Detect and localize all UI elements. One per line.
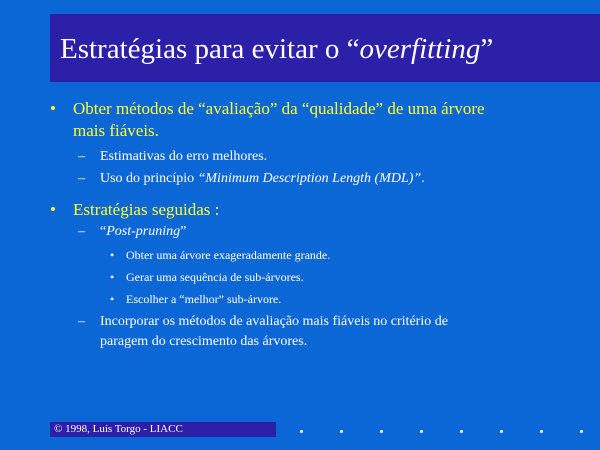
dash-marker: – <box>78 149 85 164</box>
title-italic: overfitting <box>359 33 481 65</box>
dash-marker: – <box>78 314 85 329</box>
bullet-1-text: Obter métodos de “avaliação” da “qualidade” de uma árvore mais fiáveis. <box>73 99 485 140</box>
nav-dot <box>460 430 463 433</box>
dot-marker: • <box>110 270 115 284</box>
nav-dot <box>580 430 583 433</box>
nav-dot <box>540 430 543 433</box>
footer <box>50 422 276 437</box>
dot-marker: • <box>110 248 115 262</box>
dot-marker: • <box>110 292 115 306</box>
dash-marker: – <box>78 171 85 186</box>
bullet-marker: • <box>50 200 56 219</box>
bullet-2-text: Estratégias seguidas : <box>73 200 220 219</box>
dash-marker: – <box>78 224 85 239</box>
bullet-marker: • <box>50 99 56 118</box>
title-suffix: ” <box>480 33 494 65</box>
copyright-text: © 1998, Luís Torgo - LIACC <box>54 423 183 435</box>
nav-dot <box>340 430 343 433</box>
nav-dot <box>500 430 503 433</box>
slide-content: • Obter métodos de “avaliação” da “qualidade” de uma árvore mais fiáveis. – Estimativas do erro melhores. – Uso do princípio “Minimum Description Length (MDL)”. • Estratégias seguidas : – “Post-pruning” • Obter uma árvore exageradamente grande. • Gerar uma sequência de sub-árvores. • Escolher a “melhor” sub-árvore. – Incorporar os métodos de avaliação mais fiáveis no critério de paragem do crescimento das árvores. <box>0 0 600 450</box>
nav-dot <box>300 430 303 433</box>
nav-dot <box>380 430 383 433</box>
nav-dot <box>420 430 423 433</box>
title-prefix: Estratégias para evitar o “ <box>60 33 360 65</box>
